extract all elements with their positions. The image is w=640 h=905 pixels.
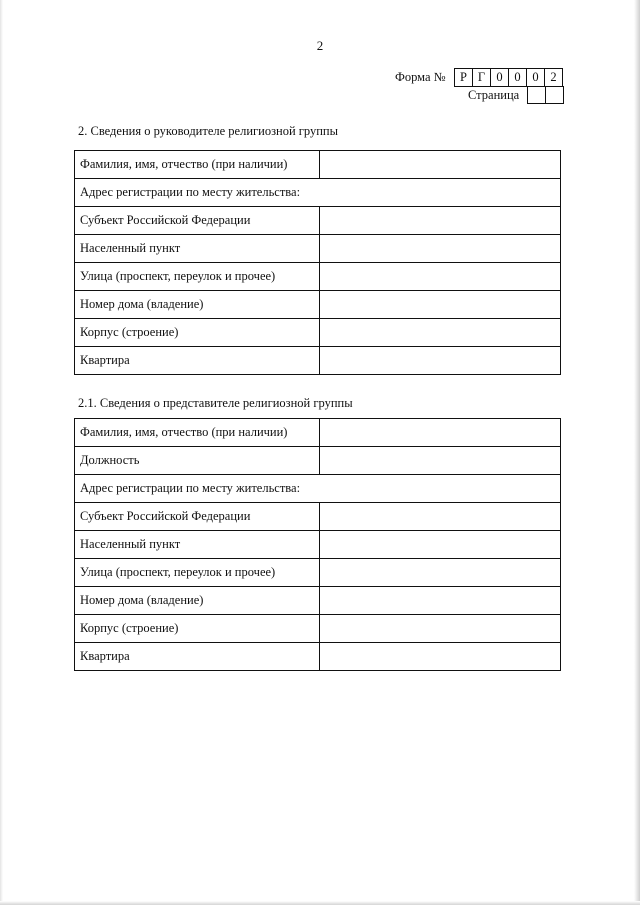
field-label-street: Улица (проспект, переулок и прочее) bbox=[75, 263, 320, 291]
field-label-house: Номер дома (владение) bbox=[75, 587, 320, 615]
field-label-region: Субъект Российской Федерации bbox=[75, 503, 320, 531]
table-row bbox=[75, 207, 561, 235]
form-code-char: 0 bbox=[509, 69, 527, 87]
field-input-full-name[interactable] bbox=[320, 419, 561, 447]
table-row bbox=[75, 447, 561, 475]
field-input-apartment[interactable] bbox=[320, 347, 561, 375]
form-code-char: 0 bbox=[491, 69, 509, 87]
field-input-street[interactable] bbox=[320, 263, 561, 291]
field-input-building[interactable] bbox=[320, 615, 561, 643]
address-header: Адрес регистрации по месту жительства: bbox=[75, 475, 561, 503]
table-row bbox=[75, 559, 561, 587]
field-label-building: Корпус (строение) bbox=[75, 615, 320, 643]
field-input-street[interactable] bbox=[320, 559, 561, 587]
page-number-box[interactable] bbox=[546, 86, 564, 104]
form-code-boxes bbox=[454, 68, 563, 87]
section-2-1-title: 2.1. Сведения о представителе религиозной группы bbox=[78, 396, 353, 410]
scan-edge-left bbox=[0, 0, 3, 905]
field-input-position[interactable] bbox=[320, 447, 561, 475]
table-row bbox=[75, 179, 561, 207]
scan-edge-right bbox=[634, 0, 640, 905]
table-row bbox=[75, 615, 561, 643]
field-label-locality: Населенный пункт bbox=[75, 235, 320, 263]
field-label-apartment: Квартира bbox=[75, 347, 320, 375]
table-row bbox=[75, 419, 561, 447]
form-number-label: Форма № bbox=[395, 70, 446, 84]
field-label-house: Номер дома (владение) bbox=[75, 291, 320, 319]
field-label-full-name: Фамилия, имя, отчество (при наличии) bbox=[75, 151, 320, 179]
table-row bbox=[75, 347, 561, 375]
table-row bbox=[75, 503, 561, 531]
field-input-full-name[interactable] bbox=[320, 151, 561, 179]
table-row bbox=[75, 531, 561, 559]
field-label-region: Субъект Российской Федерации bbox=[75, 207, 320, 235]
form-code-char: Г bbox=[473, 69, 491, 87]
field-label-position: Должность bbox=[75, 447, 320, 475]
section-2-title: 2. Сведения о руководителе религиозной группы bbox=[78, 124, 339, 138]
field-input-apartment[interactable] bbox=[320, 643, 561, 671]
table-row bbox=[75, 263, 561, 291]
table-row bbox=[75, 151, 561, 179]
field-input-locality[interactable] bbox=[320, 531, 561, 559]
page-number-box[interactable] bbox=[528, 86, 546, 104]
field-input-region[interactable] bbox=[320, 207, 561, 235]
section-2-table bbox=[74, 150, 561, 375]
page-number: 2 bbox=[316, 38, 324, 53]
table-row bbox=[75, 291, 561, 319]
field-input-building[interactable] bbox=[320, 319, 561, 347]
form-code-char: 2 bbox=[545, 69, 563, 87]
table-row bbox=[75, 475, 561, 503]
field-input-region[interactable] bbox=[320, 503, 561, 531]
field-label-apartment: Квартира bbox=[75, 643, 320, 671]
field-label-locality: Населенный пункт bbox=[75, 531, 320, 559]
scan-edge-bottom bbox=[0, 901, 640, 905]
form-code-char: Р bbox=[455, 69, 473, 87]
table-row bbox=[75, 319, 561, 347]
table-row bbox=[75, 235, 561, 263]
field-label-full-name: Фамилия, имя, отчество (при наличии) bbox=[75, 419, 320, 447]
table-row bbox=[75, 643, 561, 671]
field-input-house[interactable] bbox=[320, 291, 561, 319]
page-number-boxes bbox=[527, 86, 564, 104]
form-code-char: 0 bbox=[527, 69, 545, 87]
field-input-house[interactable] bbox=[320, 587, 561, 615]
address-header: Адрес регистрации по месту жительства: bbox=[75, 179, 561, 207]
field-label-building: Корпус (строение) bbox=[75, 319, 320, 347]
table-row bbox=[75, 587, 561, 615]
field-label-street: Улица (проспект, переулок и прочее) bbox=[75, 559, 320, 587]
field-input-locality[interactable] bbox=[320, 235, 561, 263]
page-label: Страница bbox=[468, 88, 520, 102]
section-2-1-table bbox=[74, 418, 561, 671]
